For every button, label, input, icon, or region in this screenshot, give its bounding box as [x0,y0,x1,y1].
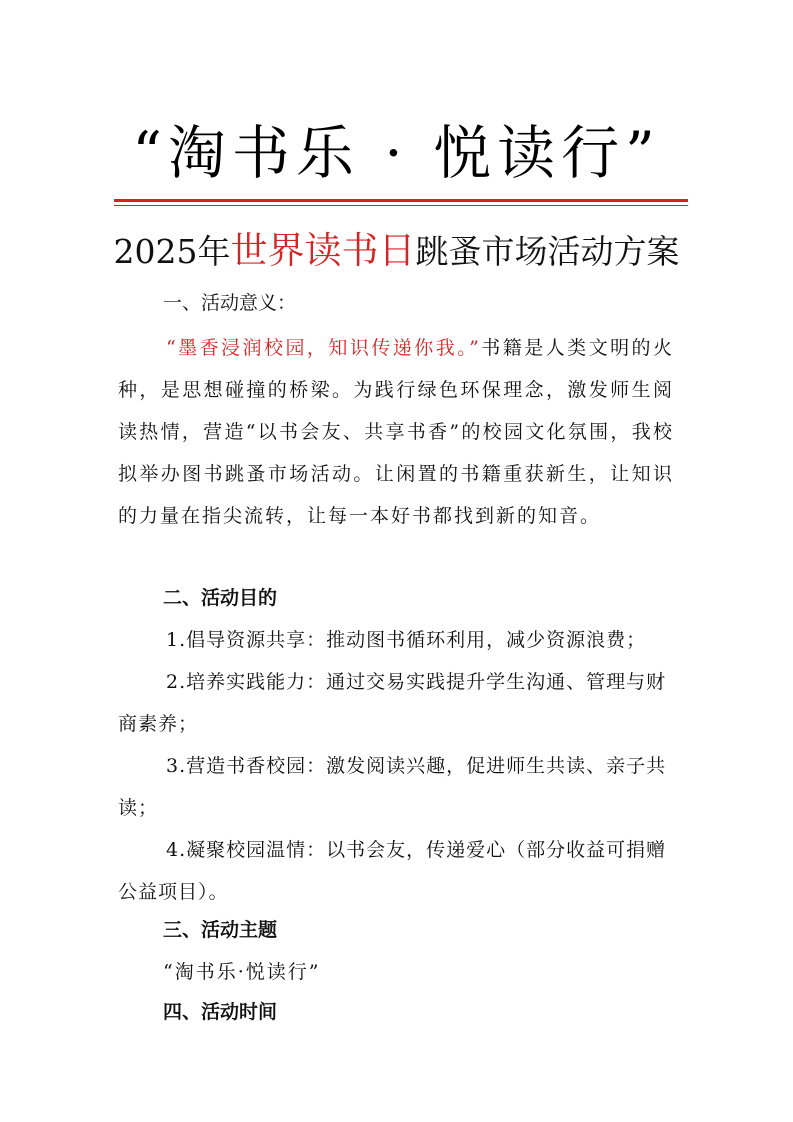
section-2-item [118,661,674,745]
masthead-rule-thick [114,199,688,202]
section-1-quote: “墨香浸润校园，知识传递你我。” [166,337,481,359]
section-1-paragraph [118,327,674,537]
masthead-rule-thin [114,205,688,206]
section-4-heading: 四、活动时间 [163,1001,278,1023]
section-1-body: 书籍是人类文明的火种，是思想碰撞的桥梁。为践行绿色环保理念，激发师生阅读热情，营造“以书会友、共享书香”的校园文化氛围，我校拟举办图书跳蚤市场活动。让闲置的书籍重获新生，让知识的力量在指尖流转，让每一本好书都找到新的知音。 [118,337,674,527]
section-2-item-text: 3.营造书香校园：激发阅读兴趣，促进师生共读、亲子共读； [118,755,667,819]
subtitle-highlight: 世界读书日 [230,229,416,272]
section-1-heading: 一、活动意义： [163,292,297,314]
subtitle-year: 2025年 [113,232,231,271]
section-3-theme: “淘书乐·悦读行” [163,961,321,983]
section-2-item [118,745,674,829]
section-2-item [118,829,674,913]
masthead-title: “淘书乐 · 悦读行” [132,119,661,187]
section-2-item-text: 2.培养实践能力：通过交易实践提升学生沟通、管理与财商素养； [118,671,667,735]
section-3-heading: 三、活动主题 [163,919,278,941]
section-2-heading: 二、活动目的 [163,587,278,609]
subtitle-rest: 跳蚤市场活动方案 [415,232,680,271]
section-2-item-text: 4.凝聚校园温情：以书会友，传递爱心（部分收益可捐赠公益项目）。 [118,839,667,903]
section-2-item-text: 1.倡导资源共享：推动图书循环利用，减少资源浪费； [166,629,647,651]
document-subtitle [0,229,793,274]
section-2-item [118,619,674,661]
